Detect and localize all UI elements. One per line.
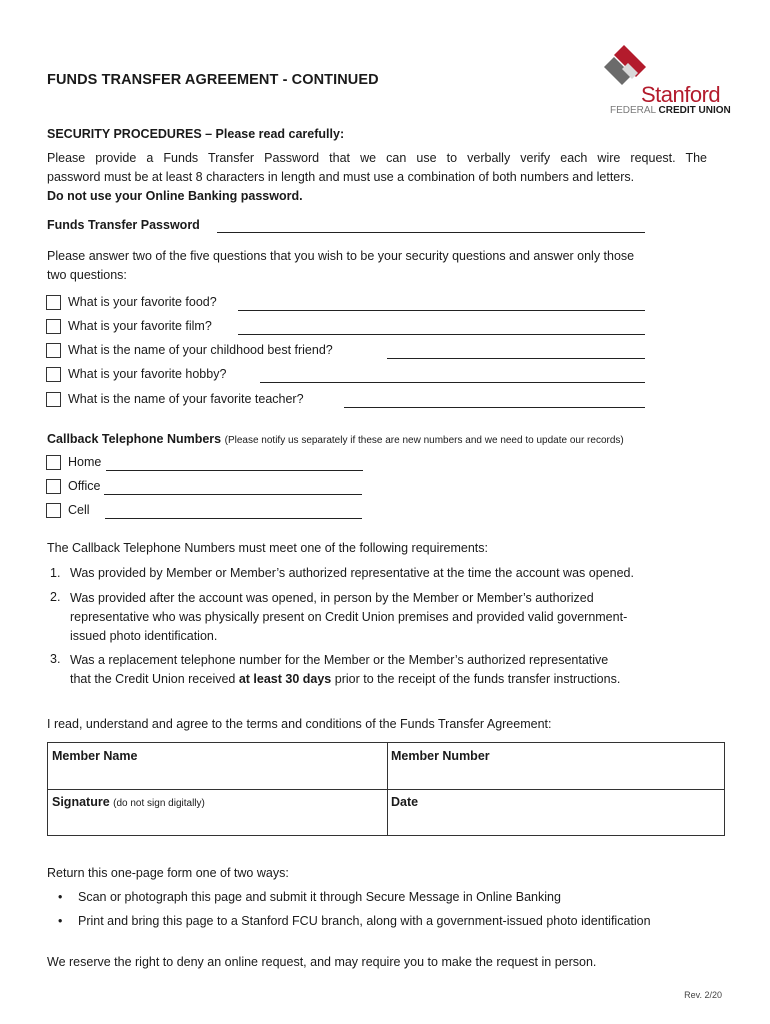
questions-intro-line-1: Please answer two of the five questions that you wish to be your security questions and answer only those (47, 249, 635, 263)
security-heading: SECURITY PROCEDURES – Please read carefully: (47, 127, 345, 141)
req-number-1: 1. (50, 566, 61, 580)
req-number-2: 2. (50, 590, 61, 604)
question-checkbox-film[interactable] (46, 319, 61, 334)
requirement-3-line-1: Was a replacement telephone number for the Member or the Member’s authorized representative (70, 653, 609, 667)
table-row-divider (48, 789, 724, 790)
return-intro: Return this one-page form one of two ways: (47, 866, 289, 880)
callback-cell-label: Cell (68, 503, 90, 517)
answer-line-food[interactable] (238, 310, 645, 311)
question-film: What is your favorite film? (68, 319, 212, 333)
security-line-1: Please provide a Funds Transfer Password that we can use to verbally verify each wire request. The (47, 151, 707, 165)
revision-label: Rev. 2/20 (684, 990, 722, 1000)
requirement-3-pre: that the Credit Union received (70, 672, 239, 686)
member-name-field[interactable] (52, 749, 382, 785)
password-input-line[interactable] (217, 232, 645, 233)
requirements-intro: The Callback Telephone Numbers must meet one of the following requirements: (47, 541, 488, 555)
requirement-3-line-2 (70, 670, 720, 689)
reserve-statement: We reserve the right to deny an online request, and may require you to make the request in person. (47, 955, 597, 969)
requirement-1: Was provided by Member or Member’s authorized representative at the time the account was opened. (70, 566, 634, 580)
question-hobby: What is your favorite hobby? (68, 367, 227, 381)
requirement-3 (70, 651, 720, 689)
logo-sub-bold: CREDIT UNION (658, 105, 731, 116)
callback-note: (Please notify us separately if these are new numbers and we need to update our records) (224, 435, 624, 446)
question-friend: What is the name of your childhood best friend? (68, 343, 333, 357)
questions-intro (47, 247, 717, 285)
member-number-label: Member Number (391, 749, 490, 763)
requirement-2-line-3: issued photo identification. (70, 629, 218, 643)
bullet-icon: • (58, 890, 63, 904)
member-name-label: Member Name (52, 749, 138, 763)
req-number-3: 3. (50, 652, 61, 666)
password-label: Funds Transfer Password (47, 218, 200, 232)
member-number-field[interactable] (391, 749, 721, 785)
return-option-2: Print and bring this page to a Stanford FCU branch, along with a government-issued photo identification (78, 914, 651, 928)
callback-heading (47, 432, 624, 446)
answer-line-hobby[interactable] (260, 382, 645, 383)
callback-label: Callback Telephone Numbers (47, 432, 222, 446)
agreement-statement: I read, understand and agree to the terms and conditions of the Funds Transfer Agreement: (47, 717, 552, 731)
security-paragraph (47, 149, 707, 206)
callback-home-line[interactable] (106, 470, 363, 471)
callback-home-label: Home (68, 455, 102, 469)
logo-sub-light: FEDERAL (610, 105, 656, 116)
requirement-2-line-2: representative who was physically present on Credit Union premises and provided valid government- (70, 610, 628, 624)
page-title: FUNDS TRANSFER AGREEMENT - CONTINUED (47, 72, 379, 88)
member-info-table (47, 742, 725, 836)
bullet-icon: • (58, 914, 63, 928)
stanford-fcu-logo (596, 45, 731, 120)
requirement-2 (70, 589, 720, 646)
question-checkbox-hobby[interactable] (46, 367, 61, 382)
callback-checkbox-home[interactable] (46, 455, 61, 470)
signature-label: Signature (52, 795, 110, 809)
security-line-2: password must be at least 8 characters in length and must use a combination of both numbers and letters. (47, 170, 635, 184)
callback-office-line[interactable] (104, 494, 362, 495)
logo-subtitle (610, 105, 731, 116)
question-teacher: What is the name of your favorite teacher? (68, 392, 304, 406)
callback-cell-line[interactable] (105, 518, 362, 519)
requirement-2-line-1: Was provided after the account was opened, in person by the Member or Member’s authorized (70, 591, 594, 605)
question-checkbox-food[interactable] (46, 295, 61, 310)
answer-line-teacher[interactable] (344, 407, 645, 408)
answer-line-film[interactable] (238, 334, 645, 335)
signature-field[interactable] (52, 795, 382, 831)
answer-line-friend[interactable] (387, 358, 645, 359)
date-label: Date (391, 795, 419, 809)
questions-intro-line-2: two questions: (47, 268, 127, 282)
security-line-bold: Do not use your Online Banking password. (47, 189, 303, 203)
question-checkbox-friend[interactable] (46, 343, 61, 358)
return-option-1: Scan or photograph this page and submit it through Secure Message in Online Banking (78, 890, 561, 904)
date-field[interactable] (391, 795, 721, 831)
requirement-3-bold: at least 30 days (238, 672, 332, 686)
logo-name: Stanford (641, 82, 721, 107)
callback-checkbox-cell[interactable] (46, 503, 61, 518)
requirement-3-post: prior to the receipt of the funds transfer instructions. (331, 672, 621, 686)
question-food: What is your favorite food? (68, 295, 217, 309)
question-checkbox-teacher[interactable] (46, 392, 61, 407)
callback-checkbox-office[interactable] (46, 479, 61, 494)
signature-note: (do not sign digitally) (113, 798, 205, 809)
callback-office-label: Office (68, 479, 101, 493)
